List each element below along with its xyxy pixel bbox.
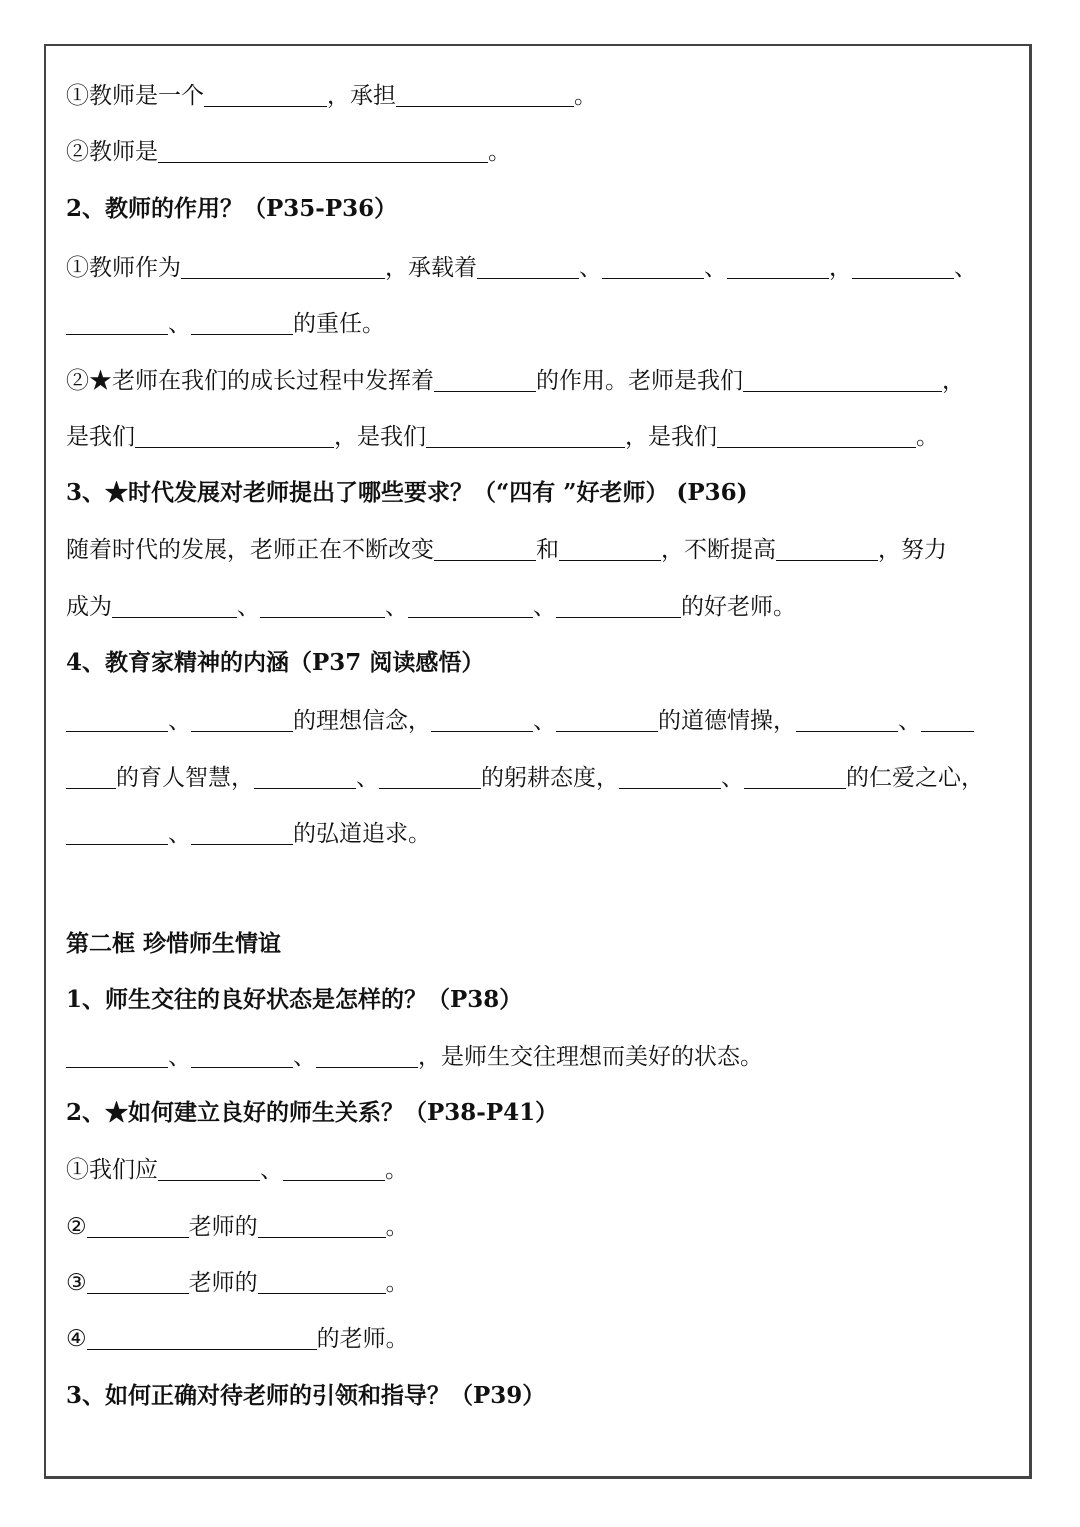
answer-blank[interactable] xyxy=(158,1158,260,1181)
fill-in-line xyxy=(66,1324,409,1354)
answer-blank[interactable] xyxy=(379,766,481,789)
question-heading xyxy=(66,194,397,224)
question-heading xyxy=(66,648,484,678)
answer-blank[interactable] xyxy=(426,425,625,448)
line-text: ，努力 xyxy=(878,537,947,563)
line-text: 。 xyxy=(385,1270,409,1296)
answer-blank[interactable] xyxy=(66,822,168,845)
line-text: 3、如何正确对待老师的引领和指导？（P39） xyxy=(66,1382,546,1409)
line-text: 、 xyxy=(533,594,556,620)
answer-blank[interactable] xyxy=(717,425,916,448)
line-text: 是我们 xyxy=(66,424,135,450)
line-text: 。 xyxy=(574,83,597,109)
line-text: ③ xyxy=(66,1270,87,1296)
answer-blank[interactable] xyxy=(852,256,954,279)
line-text: ② xyxy=(66,1214,87,1240)
answer-blank[interactable] xyxy=(921,709,974,732)
fill-in-line xyxy=(66,706,974,736)
answer-blank[interactable] xyxy=(727,256,829,279)
line-text: 。 xyxy=(916,424,939,450)
answer-blank[interactable] xyxy=(191,312,293,335)
line-text: ，承载着 xyxy=(385,255,477,281)
line-text: 、 xyxy=(898,708,921,734)
line-text: 、 xyxy=(260,1157,283,1183)
fill-in-line xyxy=(66,592,796,622)
line-text: 第二框 珍惜师生情谊 xyxy=(66,930,282,957)
line-text: 和 xyxy=(536,537,559,563)
line-text: 、 xyxy=(954,255,977,281)
answer-blank[interactable] xyxy=(602,256,704,279)
line-text: ，是师生交往理想而美好的状态。 xyxy=(418,1044,763,1070)
line-text: 。 xyxy=(488,139,511,165)
line-text: 、 xyxy=(356,765,379,791)
answer-blank[interactable] xyxy=(158,140,488,163)
line-text: ， xyxy=(942,368,965,394)
fill-in-line xyxy=(66,1212,409,1242)
question-heading xyxy=(66,1098,558,1128)
fill-in-line xyxy=(66,535,947,565)
answer-blank[interactable] xyxy=(258,1215,386,1238)
answer-blank[interactable] xyxy=(556,595,681,618)
answer-blank[interactable] xyxy=(559,538,661,561)
line-text: 2、教师的作用？（P35-P36） xyxy=(66,195,398,222)
line-text: 的作用。老师是我们 xyxy=(536,368,743,394)
line-text: 3、★时代发展对老师提出了哪些要求？（“四有 ”好老师） (P36) xyxy=(66,479,748,506)
line-text: 、 xyxy=(168,821,191,847)
answer-blank[interactable] xyxy=(408,595,533,618)
answer-blank[interactable] xyxy=(66,766,116,789)
line-text: 、 xyxy=(168,708,191,734)
line-text: ④ xyxy=(66,1326,87,1352)
line-text: ②★老师在我们的成长过程中发挥着 xyxy=(66,368,434,394)
line-text: 、 xyxy=(533,708,556,734)
line-text: 。 xyxy=(385,1157,408,1183)
line-text: 的好老师。 xyxy=(681,594,796,620)
answer-blank[interactable] xyxy=(434,369,536,392)
line-text: 、 xyxy=(293,1044,316,1070)
question-heading xyxy=(66,929,281,959)
line-text: 的理想信念， xyxy=(293,708,431,734)
answer-blank[interactable] xyxy=(619,766,721,789)
line-text: 1、师生交往的良好状态是怎样的？（P38） xyxy=(66,986,523,1013)
line-text: 的重任。 xyxy=(293,311,385,337)
answer-blank[interactable] xyxy=(796,709,898,732)
answer-blank[interactable] xyxy=(87,1215,189,1238)
line-text: 、 xyxy=(704,255,727,281)
line-text: ①我们应 xyxy=(66,1157,158,1183)
answer-blank[interactable] xyxy=(191,822,293,845)
line-text: ，不断提高 xyxy=(661,537,776,563)
answer-blank[interactable] xyxy=(396,84,574,107)
line-text: 、 xyxy=(385,594,408,620)
line-text: 老师的 xyxy=(188,1214,258,1240)
line-text: 成为 xyxy=(66,594,112,620)
answer-blank[interactable] xyxy=(434,538,536,561)
line-text: ，承担 xyxy=(327,83,396,109)
answer-blank[interactable] xyxy=(260,595,385,618)
line-text: 的仁爱之心， xyxy=(846,765,984,791)
answer-blank[interactable] xyxy=(431,709,533,732)
answer-blank[interactable] xyxy=(191,1045,293,1068)
fill-in-line xyxy=(66,253,977,283)
answer-blank[interactable] xyxy=(66,709,168,732)
line-text: 随着时代的发展，老师正在不断改变 xyxy=(66,537,434,563)
answer-blank[interactable] xyxy=(204,84,327,107)
fill-in-line xyxy=(66,819,431,849)
answer-blank[interactable] xyxy=(112,595,237,618)
fill-in-line xyxy=(66,422,939,452)
line-text: ①教师是一个 xyxy=(66,83,204,109)
question-heading xyxy=(66,985,522,1015)
answer-blank[interactable] xyxy=(776,538,878,561)
answer-blank[interactable] xyxy=(254,766,356,789)
line-text: 老师的 xyxy=(188,1270,258,1296)
answer-blank[interactable] xyxy=(191,709,293,732)
line-text: ， xyxy=(829,255,852,281)
fill-in-line xyxy=(66,81,597,111)
fill-in-line xyxy=(66,309,385,339)
question-heading xyxy=(66,478,748,508)
line-text: 的躬耕态度， xyxy=(481,765,619,791)
answer-blank[interactable] xyxy=(744,766,846,789)
answer-blank[interactable] xyxy=(258,1271,386,1294)
line-text: ①教师作为 xyxy=(66,255,181,281)
fill-in-line xyxy=(66,1042,763,1072)
answer-blank[interactable] xyxy=(283,1158,385,1181)
answer-blank[interactable] xyxy=(87,1327,317,1350)
line-text: ，是我们 xyxy=(625,424,717,450)
fill-in-line xyxy=(66,1155,408,1185)
answer-blank[interactable] xyxy=(477,256,579,279)
line-text: 、 xyxy=(168,311,191,337)
answer-blank[interactable] xyxy=(743,369,942,392)
line-text: 、 xyxy=(579,255,602,281)
line-text: 2、★如何建立良好的师生关系？（P38-P41） xyxy=(66,1099,559,1126)
line-text: 的弘道追求。 xyxy=(293,821,431,847)
answer-blank[interactable] xyxy=(181,256,385,279)
answer-blank[interactable] xyxy=(135,425,334,448)
answer-blank[interactable] xyxy=(556,709,658,732)
line-text: ，是我们 xyxy=(334,424,426,450)
line-text: 4、教育家精神的内涵（P37 阅读感悟） xyxy=(66,649,485,676)
line-text: 的老师。 xyxy=(316,1326,409,1352)
line-text: 、 xyxy=(237,594,260,620)
line-text: 的育人智慧， xyxy=(116,765,254,791)
answer-blank[interactable] xyxy=(316,1045,418,1068)
line-text: ②教师是 xyxy=(66,139,158,165)
question-heading xyxy=(66,1381,545,1411)
answer-blank[interactable] xyxy=(87,1271,189,1294)
fill-in-line xyxy=(66,137,511,167)
answer-blank[interactable] xyxy=(66,1045,168,1068)
line-text: 的道德情操， xyxy=(658,708,796,734)
line-text: 、 xyxy=(721,765,744,791)
line-text: 、 xyxy=(168,1044,191,1070)
fill-in-line xyxy=(66,763,984,793)
line-text: 。 xyxy=(385,1214,409,1240)
answer-blank[interactable] xyxy=(66,312,168,335)
fill-in-line xyxy=(66,366,965,396)
fill-in-line xyxy=(66,1268,409,1298)
